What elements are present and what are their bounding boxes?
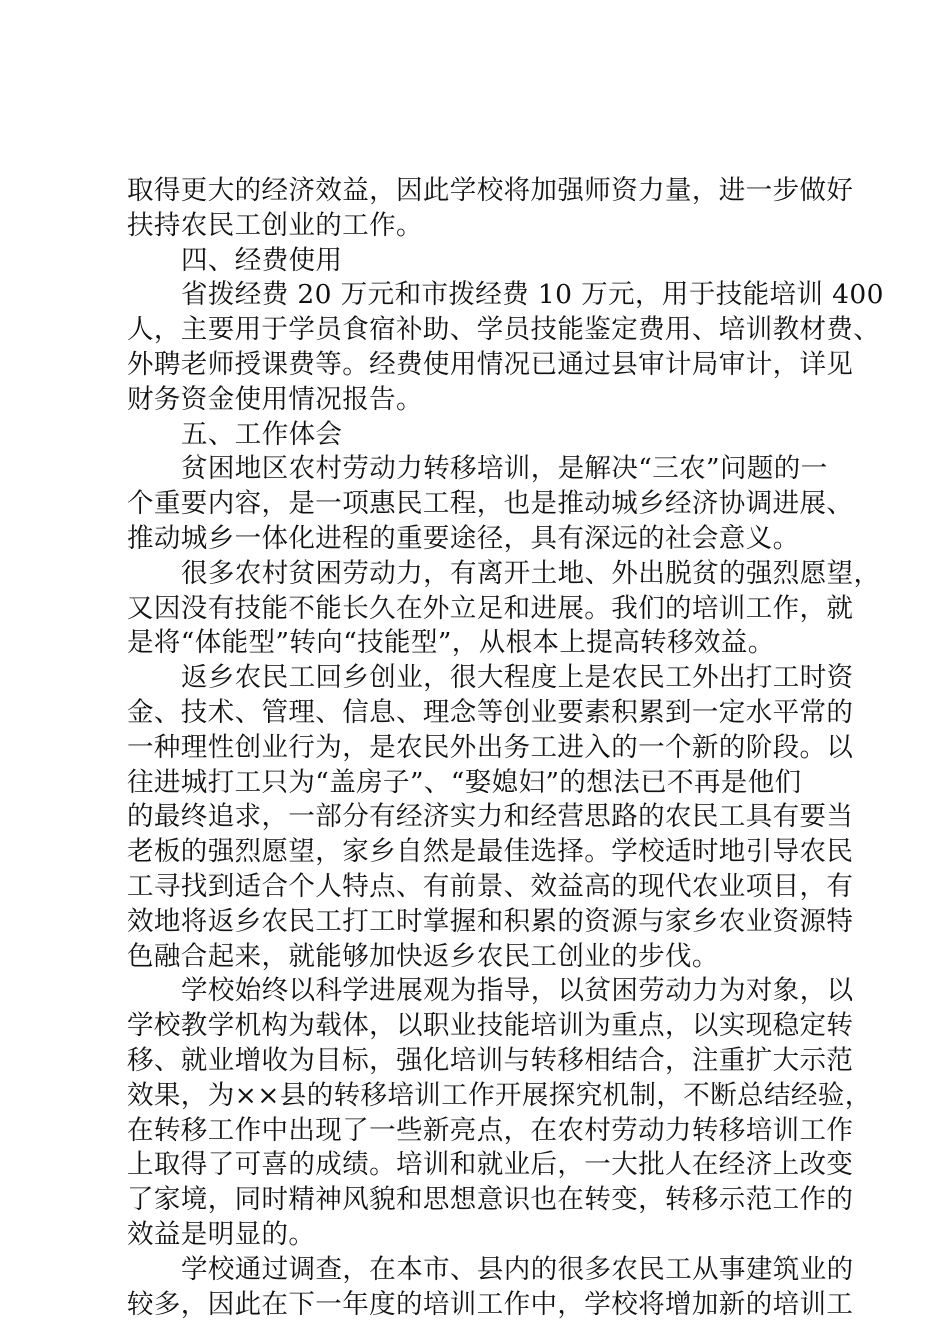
text-line: 贫困地区农村劳动力转移培训，是解决“三农”问题的一 <box>181 453 828 485</box>
text-line: 效果，为××县的转移培训工作开展探究机制，不断总结经验， <box>127 1079 872 1111</box>
text-line: 效益是明显的。 <box>127 1218 316 1250</box>
text-line: 金、技术、管理、信息、理念等创业要素积累到一定水平常的 <box>127 696 854 728</box>
text-line: 外聘老师授课费等。经费使用情况已通过县审计局审计，详见 <box>127 348 854 380</box>
text-line: 省拨经费 20 万元和市拨经费 10 万元，用于技能培训 400 <box>181 279 884 311</box>
text-line: 往进城打工只为“盖房子”、“娶媳妇”的想法已不再是他们 <box>127 766 802 798</box>
text-line: 个重要内容，是一项惠民工程，也是推动城乡经济协调进展、 <box>127 488 854 520</box>
text-line: 财务资金使用情况报告。 <box>127 383 423 415</box>
text-line: 又因没有技能不能长久在外立足和进展。我们的培训工作，就 <box>127 592 854 624</box>
text-line: 学校始终以科学进展观为指导，以贫困劳动力为对象，以 <box>181 975 854 1007</box>
text-line: 了家境，同时精神风貌和思想意识也在转变，转移示范工作的 <box>127 1184 854 1216</box>
text-line: 在转移工作中出现了一些新亮点，在农村劳动力转移培训工作 <box>127 1114 854 1146</box>
text-line: 移、就业增收为目标，强化培训与转移相结合，注重扩大示范 <box>127 1044 854 1076</box>
text-line: 老板的强烈愿望，家乡自然是最佳选择。学校适时地引导农民 <box>127 836 854 868</box>
text-line: 四、经费使用 <box>181 244 343 276</box>
text-line: 人，主要用于学员食宿补助、学员技能鉴定费用、培训教材费、 <box>127 314 881 346</box>
text-line: 返乡农民工回乡创业，很大程度上是农民工外出打工时资 <box>181 662 854 694</box>
text-line: 是将“体能型”转向“技能型”，从根本上提高转移效益。 <box>127 627 775 659</box>
text-line: 效地将返乡农民工打工时掌握和积累的资源与家乡农业资源特 <box>127 905 854 937</box>
text-line: 扶持农民工创业的工作。 <box>127 209 423 241</box>
text-line: 一种理性创业行为，是农民外出务工进入的一个新的阶段。以 <box>127 731 854 763</box>
text-line: 很多农村贫困劳动力，有离开土地、外出脱贫的强烈愿望， <box>181 557 881 589</box>
text-line: 学校通过调查，在本市、县内的很多农民工从事建筑业的 <box>181 1253 854 1285</box>
text-line: 的最终追求，一部分有经济实力和经营思路的农民工具有要当 <box>127 801 854 833</box>
text-line: 取得更大的经济效益，因此学校将加强师资力量，进一步做好 <box>127 175 854 206</box>
text-line: 推动城乡一体化进程的重要途径，具有深远的社会意义。 <box>127 522 800 554</box>
document-body <box>127 174 884 1322</box>
text-line: 五、工作体会 <box>181 418 343 450</box>
text-line: 较多，因此在下一年度的培训工作中，学校将增加新的培训工 <box>127 1288 854 1320</box>
text-line: 学校教学机构为载体，以职业技能培训为重点，以实现稳定转 <box>127 1010 854 1042</box>
text-line: 上取得了可喜的成绩。培训和就业后，一大批人在经济上改变 <box>127 1149 854 1181</box>
text-line: 工寻找到适合个人特点、有前景、效益高的现代农业项目，有 <box>127 870 854 902</box>
text-line: 色融合起来，就能够加快返乡农民工创业的步伐。 <box>127 940 719 972</box>
